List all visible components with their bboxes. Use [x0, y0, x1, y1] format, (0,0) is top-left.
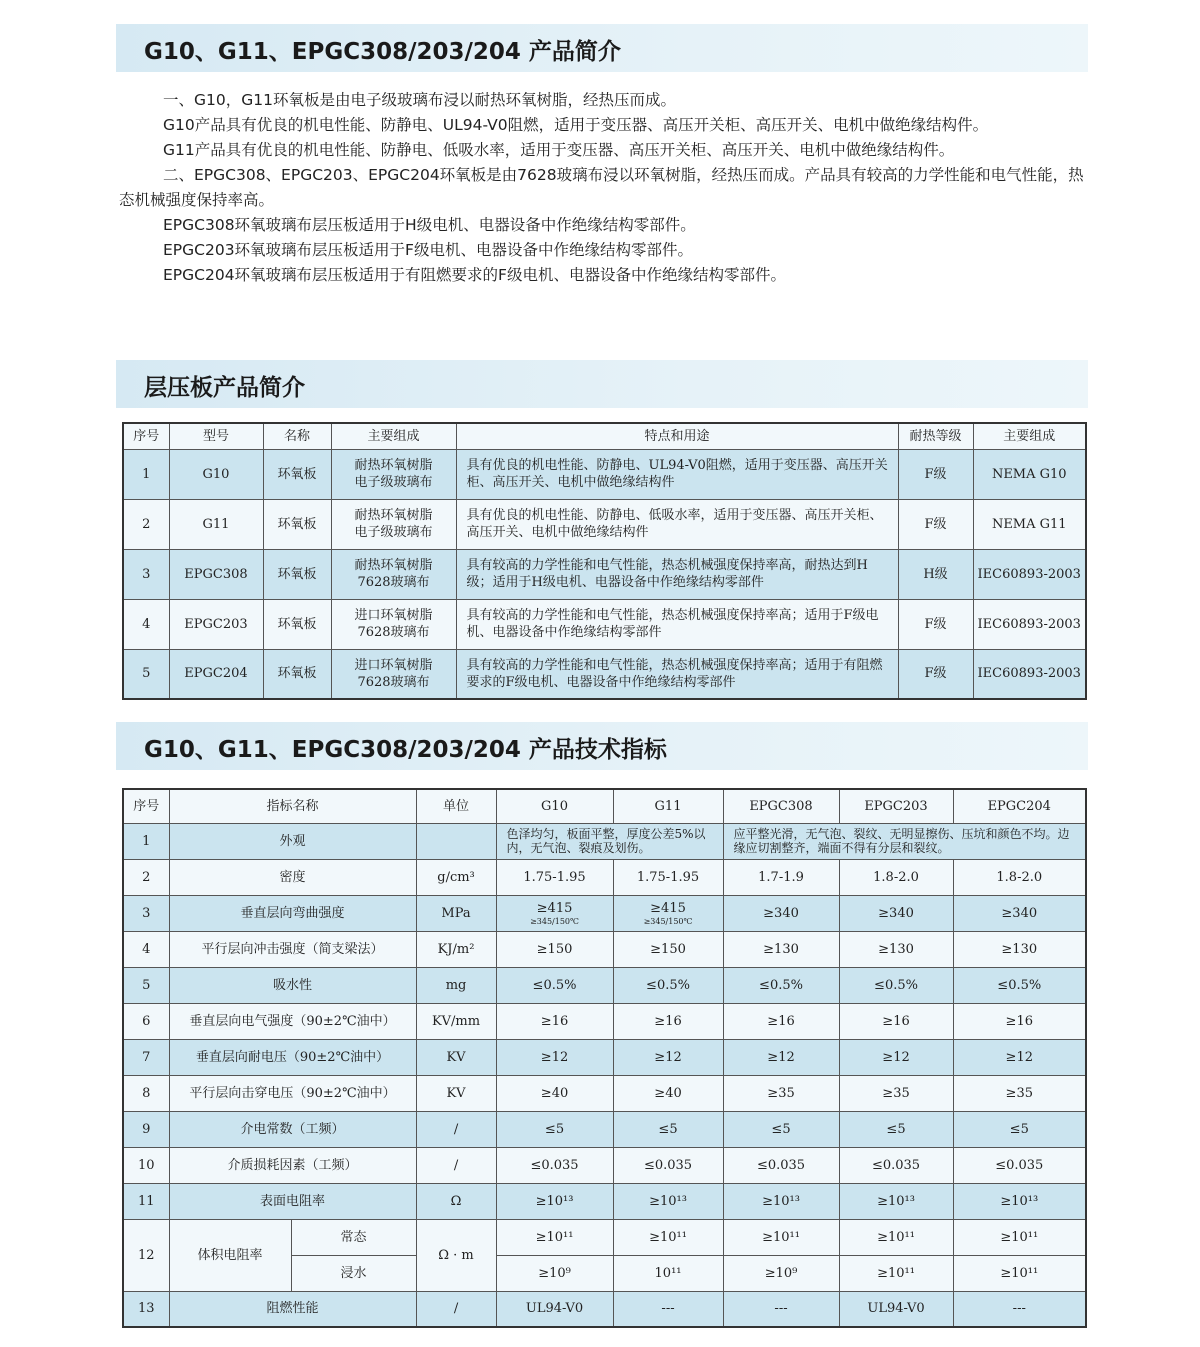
value-cell: ≤5 — [496, 1111, 613, 1147]
header-cell: 主要组成 — [973, 423, 1086, 449]
table-row — [123, 549, 1086, 599]
row-unit: KV — [416, 1039, 496, 1075]
intro-paragraph: EPGC203环氧玻璃布层压板适用于F级电机、电器设备中作绝缘结构零部件。 — [163, 241, 693, 259]
value-cell: ≥415 ≥345/150℃ — [496, 895, 613, 931]
table-cell: 环氧板 — [263, 549, 331, 599]
value-cell: --- — [953, 1291, 1086, 1327]
table-row — [123, 1111, 1086, 1147]
row-unit: KV — [416, 1075, 496, 1111]
value-cell: 1.8-2.0 — [839, 859, 953, 895]
table-cell: 具有优良的机电性能、防静电、UL94-V0阻燃，适用于变压器、高压开关柜、高压开关、电机中做绝缘结构件 — [456, 449, 898, 499]
value-cell: ≥130 — [839, 931, 953, 967]
value-cell: ≤0.035 — [723, 1147, 839, 1183]
header-cell: 耐热等级 — [898, 423, 973, 449]
value-cell: ≥16 — [613, 1003, 723, 1039]
table-cell: 环氧板 — [263, 449, 331, 499]
table-cell: 环氧板 — [263, 649, 331, 699]
table-row — [123, 859, 1086, 895]
table-row — [123, 1075, 1086, 1111]
value-cell: ≥40 — [613, 1075, 723, 1111]
table-row — [123, 1219, 1086, 1255]
value-cell: ≥415 ≥345/150℃ — [613, 895, 723, 931]
value-cell: ≤5 — [839, 1111, 953, 1147]
table-cell: 具有较高的力学性能和电气性能，热态机械强度保持率高；适用于有阻燃要求的F级电机、电器设备中作绝缘结构零部件 — [456, 649, 898, 699]
row-name: 密度 — [169, 859, 416, 895]
table-cell: IEC60893-2003 — [973, 649, 1086, 699]
value-cell: ≥10¹³ — [839, 1183, 953, 1219]
row-name: 体积电阻率 — [169, 1219, 291, 1291]
header-cell: G10 — [496, 789, 613, 823]
row-number: 10 — [123, 1147, 169, 1183]
appearance-g10-g11: 色泽均匀，板面平整，厚度公差5%以内，无气泡、裂痕及划伤。 — [496, 823, 723, 859]
table-row — [123, 895, 1086, 931]
value-cell: ≥12 — [496, 1039, 613, 1075]
value-cell: ≥10¹¹ — [953, 1255, 1086, 1291]
section-title: G10、G11、EPGC308/203/204 产品技术指标 — [144, 737, 667, 763]
value-cell: 1.7-1.9 — [723, 859, 839, 895]
row-unit: Ω — [416, 1183, 496, 1219]
row-unit: KV/mm — [416, 1003, 496, 1039]
header-cell: 型号 — [169, 423, 263, 449]
table-cell: 进口环氧树脂 7628玻璃布 — [331, 649, 456, 699]
value-cell: 1.8-2.0 — [953, 859, 1086, 895]
value-cell: ≤0.5% — [613, 967, 723, 1003]
row-number: 9 — [123, 1111, 169, 1147]
value-cell: ≤0.5% — [953, 967, 1086, 1003]
row-name: 垂直层向电气强度（90±2℃油中） — [169, 1003, 416, 1039]
header-cell: EPGC203 — [839, 789, 953, 823]
row-unit: g/cm³ — [416, 859, 496, 895]
value-cell: ≥35 — [839, 1075, 953, 1111]
value-cell: ≤0.035 — [613, 1147, 723, 1183]
table-row — [123, 449, 1086, 499]
row-name: 介质损耗因素（工频） — [169, 1147, 416, 1183]
appearance-epgc: 应平整光滑，无气泡、裂纹、无明显擦伤、压坑和颜色不均。边缘应切割整齐，端面不得有分层和裂纹。 — [723, 823, 1086, 859]
table-header-row — [123, 423, 1086, 449]
value-cell: ≥10¹¹ — [953, 1219, 1086, 1255]
value-cell: ≥10⁹ — [723, 1255, 839, 1291]
header-cell: EPGC204 — [953, 789, 1086, 823]
table-cell: EPGC308 — [169, 549, 263, 599]
table-row — [123, 599, 1086, 649]
row-name: 垂直层向弯曲强度 — [169, 895, 416, 931]
row-subname: 浸水 — [291, 1255, 416, 1291]
value-cell: ≥10¹¹ — [839, 1219, 953, 1255]
table-row — [123, 1147, 1086, 1183]
table-cell: 2 — [123, 499, 169, 549]
header-cell: G11 — [613, 789, 723, 823]
row-unit: Ω · m — [416, 1219, 496, 1291]
value-note: ≥345/150℃ — [530, 917, 579, 926]
value-cell: ≥10¹³ — [496, 1183, 613, 1219]
row-name: 吸水性 — [169, 967, 416, 1003]
value-cell: ≥16 — [953, 1003, 1086, 1039]
header-cell: 特点和用途 — [456, 423, 898, 449]
value-cell: ≥340 — [723, 895, 839, 931]
value-cell: UL94-V0 — [839, 1291, 953, 1327]
value-cell: ≥35 — [723, 1075, 839, 1111]
table-header-row — [123, 789, 1086, 823]
table-row — [123, 823, 1086, 859]
value-cell: --- — [723, 1291, 839, 1327]
row-number: 4 — [123, 931, 169, 967]
table-cell: F级 — [898, 449, 973, 499]
intro-paragraph: G11产品具有优良的机电性能、防静电、低吸水率，适用于变压器、高压开关柜、高压开关、电机中做绝缘结构件。 — [163, 141, 955, 159]
row-number: 6 — [123, 1003, 169, 1039]
row-unit: mg — [416, 967, 496, 1003]
table-cell: NEMA G11 — [973, 499, 1086, 549]
table-cell: 进口环氧树脂 7628玻璃布 — [331, 599, 456, 649]
value-cell: ≥12 — [953, 1039, 1086, 1075]
header-cell: 指标名称 — [169, 789, 416, 823]
value-cell: ≥10¹¹ — [839, 1255, 953, 1291]
intro-paragraph: EPGC308环氧玻璃布层压板适用于H级电机、电器设备中作绝缘结构零部件。 — [163, 216, 696, 234]
value-cell: ≥150 — [613, 931, 723, 967]
table-cell: G11 — [169, 499, 263, 549]
table-cell: G10 — [169, 449, 263, 499]
intro-paragraph: EPGC204环氧玻璃布层压板适用于有阻燃要求的F级电机、电器设备中作绝缘结构零部件。 — [163, 266, 786, 284]
header-cell: 序号 — [123, 789, 169, 823]
table-row — [123, 931, 1086, 967]
intro-paragraph: 二、EPGC308、EPGC203、EPGC204环氧板是由7628玻璃布浸以环氧树脂，经热压而成。产品具有较高的力学性能和电气性能，热态机械强度保持率高。 — [119, 166, 1084, 209]
value-cell: ≤0.035 — [953, 1147, 1086, 1183]
row-name: 介电常数（工频） — [169, 1111, 416, 1147]
intro-paragraph: G10产品具有优良的机电性能、防静电、UL94-V0阻燃，适用于变压器、高压开关柜、高压开关、电机中做绝缘结构件。 — [163, 116, 989, 134]
section-title: 层压板产品简介 — [144, 375, 305, 401]
row-name: 阻燃性能 — [169, 1291, 416, 1327]
table-cell: IEC60893-2003 — [973, 549, 1086, 599]
table-cell: 3 — [123, 549, 169, 599]
row-unit: / — [416, 1291, 496, 1327]
table-cell: 5 — [123, 649, 169, 699]
row-number: 7 — [123, 1039, 169, 1075]
value-cell: ≥10¹³ — [953, 1183, 1086, 1219]
value-cell: ≥35 — [953, 1075, 1086, 1111]
intro-paragraph: 一、G10，G11环氧板是由电子级玻璃布浸以耐热环氧树脂，经热压而成。 — [163, 91, 676, 109]
value-cell: 1.75-1.95 — [496, 859, 613, 895]
value-cell: ≤5 — [723, 1111, 839, 1147]
row-number: 13 — [123, 1291, 169, 1327]
table-cell: F级 — [898, 599, 973, 649]
table-cell: 具有较高的力学性能和电气性能，热态机械强度保持率高；适用于F级电机、电器设备中作绝缘结构零部件 — [456, 599, 898, 649]
table-cell: 具有优良的机电性能、防静电、低吸水率，适用于变压器、高压开关柜、高压开关、电机中做绝缘结构件 — [456, 499, 898, 549]
value-cell: ≥10¹¹ — [613, 1219, 723, 1255]
header-cell: EPGC308 — [723, 789, 839, 823]
table-cell: EPGC203 — [169, 599, 263, 649]
value-cell: ≥12 — [723, 1039, 839, 1075]
value-cell: ≥340 — [839, 895, 953, 931]
value-cell: ≥10¹³ — [613, 1183, 723, 1219]
value-cell: ≥12 — [839, 1039, 953, 1075]
value-cell: ≤5 — [613, 1111, 723, 1147]
section-banner-spec — [116, 722, 1088, 770]
row-unit: MPa — [416, 895, 496, 931]
value-cell: ≥10¹³ — [723, 1183, 839, 1219]
value-cell: ≥130 — [953, 931, 1086, 967]
value-cell: ≥130 — [723, 931, 839, 967]
row-subname: 常态 — [291, 1219, 416, 1255]
table-row — [123, 1039, 1086, 1075]
row-number: 2 — [123, 859, 169, 895]
row-name: 平行层向冲击强度（简支梁法） — [169, 931, 416, 967]
table-cell: 1 — [123, 449, 169, 499]
header-cell: 名称 — [263, 423, 331, 449]
row-number: 5 — [123, 967, 169, 1003]
row-number: 8 — [123, 1075, 169, 1111]
value-cell: 10¹¹ — [613, 1255, 723, 1291]
row-unit — [416, 823, 496, 859]
value-cell: ≥340 — [953, 895, 1086, 931]
table-row — [123, 499, 1086, 549]
header-cell: 序号 — [123, 423, 169, 449]
value-cell: UL94-V0 — [496, 1291, 613, 1327]
section-banner-intro — [116, 24, 1088, 72]
table-cell: 耐热环氧树脂 电子级玻璃布 — [331, 449, 456, 499]
table-cell: EPGC204 — [169, 649, 263, 699]
value-cell: ≤5 — [953, 1111, 1086, 1147]
row-number: 1 — [123, 823, 169, 859]
row-name: 平行层向击穿电压（90±2℃油中） — [169, 1075, 416, 1111]
row-unit: KJ/m² — [416, 931, 496, 967]
value-note: ≥345/150℃ — [643, 917, 693, 926]
table-cell: 环氧板 — [263, 599, 331, 649]
value-cell: ≤0.5% — [723, 967, 839, 1003]
laminate-table — [122, 422, 1087, 700]
section-banner-laminate — [116, 360, 1088, 408]
table-cell: F级 — [898, 499, 973, 549]
value-cell: ≥10¹¹ — [496, 1219, 613, 1255]
value-cell: ≥10¹¹ — [723, 1219, 839, 1255]
row-number: 3 — [123, 895, 169, 931]
value-cell: ≤0.035 — [839, 1147, 953, 1183]
header-cell: 主要组成 — [331, 423, 456, 449]
table-row — [123, 649, 1086, 699]
value-cell: ≥16 — [723, 1003, 839, 1039]
value-cell: ≤0.5% — [496, 967, 613, 1003]
value-cell: ≤0.035 — [496, 1147, 613, 1183]
value-cell: ≥10⁹ — [496, 1255, 613, 1291]
table-row — [123, 1003, 1086, 1039]
value-cell: ≤0.5% — [839, 967, 953, 1003]
row-name: 表面电阻率 — [169, 1183, 416, 1219]
table-cell: 4 — [123, 599, 169, 649]
value-cell: ≥16 — [839, 1003, 953, 1039]
value-cell: 1.75-1.95 — [613, 859, 723, 895]
row-number: 11 — [123, 1183, 169, 1219]
value-cell: ≥16 — [496, 1003, 613, 1039]
spec-table — [122, 788, 1087, 1328]
value-cell: ≥40 — [496, 1075, 613, 1111]
header-cell: 单位 — [416, 789, 496, 823]
table-cell: IEC60893-2003 — [973, 599, 1086, 649]
table-cell: F级 — [898, 649, 973, 699]
table-cell: NEMA G10 — [973, 449, 1086, 499]
row-number: 12 — [123, 1219, 169, 1291]
intro-text — [119, 88, 1084, 288]
table-cell: 具有较高的力学性能和电气性能，热态机械强度保持率高，耐热达到H级；适用于H级电机、电器设备中作绝缘结构零部件 — [456, 549, 898, 599]
table-row — [123, 1183, 1086, 1219]
value-cell: ≥150 — [496, 931, 613, 967]
row-unit: / — [416, 1111, 496, 1147]
table-row — [123, 967, 1086, 1003]
section-title: G10、G11、EPGC308/203/204 产品简介 — [144, 39, 621, 65]
row-name: 垂直层向耐电压（90±2℃油中） — [169, 1039, 416, 1075]
table-cell: H级 — [898, 549, 973, 599]
table-row — [123, 1291, 1086, 1327]
value-cell: ≥12 — [613, 1039, 723, 1075]
table-cell: 环氧板 — [263, 499, 331, 549]
row-name: 外观 — [169, 823, 416, 859]
value-cell: --- — [613, 1291, 723, 1327]
table-cell: 耐热环氧树脂 7628玻璃布 — [331, 549, 456, 599]
row-unit: / — [416, 1147, 496, 1183]
table-cell: 耐热环氧树脂 电子级玻璃布 — [331, 499, 456, 549]
